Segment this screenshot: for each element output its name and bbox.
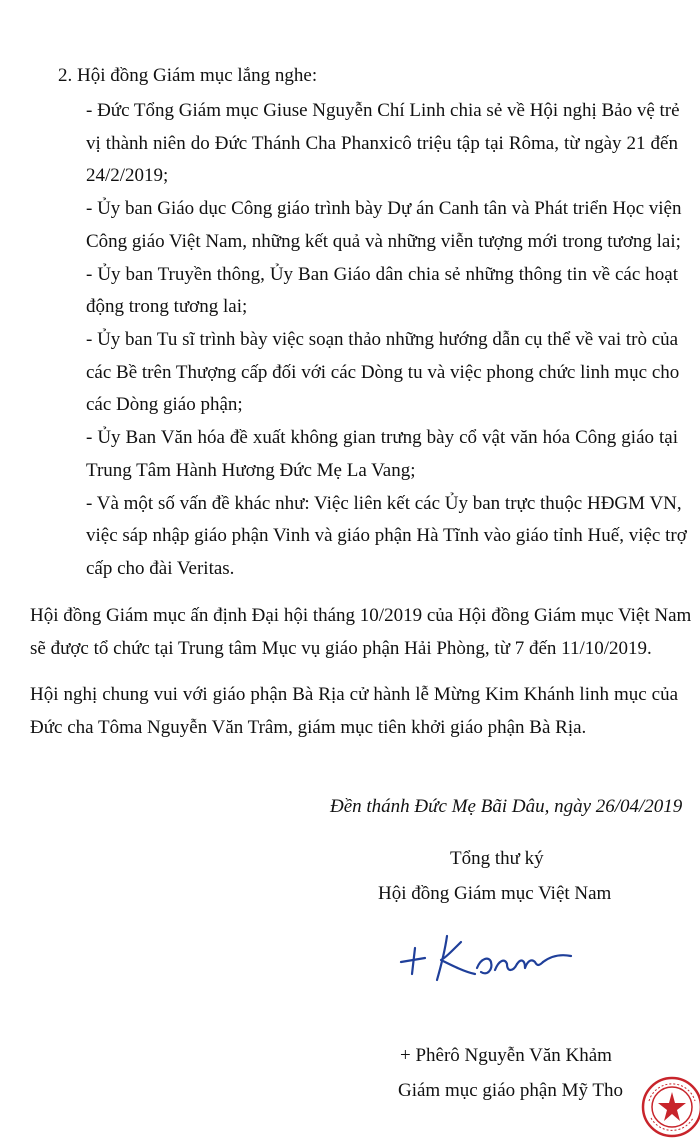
list-item-line: các Dòng giáo phận;: [86, 394, 243, 415]
list-item-line: động trong tương lai;: [86, 296, 248, 317]
handwritten-signature: [395, 928, 585, 988]
signatory-role: Tổng thư ký: [450, 848, 544, 869]
signatory-org: Hội đồng Giám mục Việt Nam: [378, 883, 612, 904]
list-item-line: Công giáo Việt Nam, những kết quả và những viễn tượng mới trong tương lai;: [86, 231, 681, 252]
signatory-name: + Phêrô Nguyễn Văn Khảm: [400, 1045, 612, 1066]
signatory-title: Giám mục giáo phận Mỹ Tho: [398, 1080, 623, 1101]
list-item-line: - Ủy Ban Văn hóa đề xuất không gian trưng bày cổ vật văn hóa Công giáo tại: [86, 427, 678, 448]
paragraph-line: Đức cha Tôma Nguyễn Văn Trâm, giám mục tiên khởi giáo phận Bà Rịa.: [30, 717, 587, 738]
list-item-line: vị thành niên do Đức Thánh Cha Phanxicô triệu tập tại Rôma, từ ngày 21 đến: [86, 133, 678, 154]
list-item-line: cấp cho đài Veritas.: [86, 558, 235, 579]
list-item-line: - Và một số vấn đề khác như: Việc liên kết các Ủy ban trực thuộc HĐGM VN,: [86, 493, 682, 514]
list-item-line: - Ủy ban Giáo dục Công giáo trình bày Dự án Canh tân và Phát triển Học viện: [86, 198, 682, 219]
paragraph-line: Hội nghị chung vui với giáo phận Bà Rịa cử hành lễ Mừng Kim Khánh linh mục của: [30, 684, 678, 705]
paragraph-line: sẽ được tổ chức tại Trung tâm Mục vụ giáo phận Hải Phòng, từ 7 đến 11/10/2019.: [30, 638, 652, 659]
list-item-line: - Đức Tổng Giám mục Giuse Nguyễn Chí Linh chia sẻ về Hội nghị Bảo vệ trẻ: [86, 100, 680, 121]
list-item-line: các Bề trên Thượng cấp đối với các Dòng tu và việc phong chức linh mục cho: [86, 362, 680, 383]
section-heading: 2. Hội đồng Giám mục lắng nghe:: [58, 65, 318, 86]
list-item-line: việc sáp nhập giáo phận Vinh và giáo phận Hà Tĩnh vào giáo tỉnh Huế, việc trợ: [86, 525, 687, 546]
paragraph-line: Hội đồng Giám mục ấn định Đại hội tháng 10/2019 của Hội đồng Giám mục Việt Nam: [30, 605, 692, 626]
list-item-line: Trung Tâm Hành Hương Đức Mẹ La Vang;: [86, 460, 416, 481]
place-date: Đền thánh Đức Mẹ Bãi Dâu, ngày 26/04/2019: [330, 796, 683, 817]
list-item-line: 24/2/2019;: [86, 165, 169, 186]
list-item-line: - Ủy ban Truyền thông, Ủy Ban Giáo dân chia sẻ những thông tin về các hoạt: [86, 264, 678, 285]
conference-seal-icon: [641, 1076, 700, 1138]
list-item-line: - Ủy ban Tu sĩ trình bày việc soạn thảo những hướng dẫn cụ thể về vai trò của: [86, 329, 679, 350]
